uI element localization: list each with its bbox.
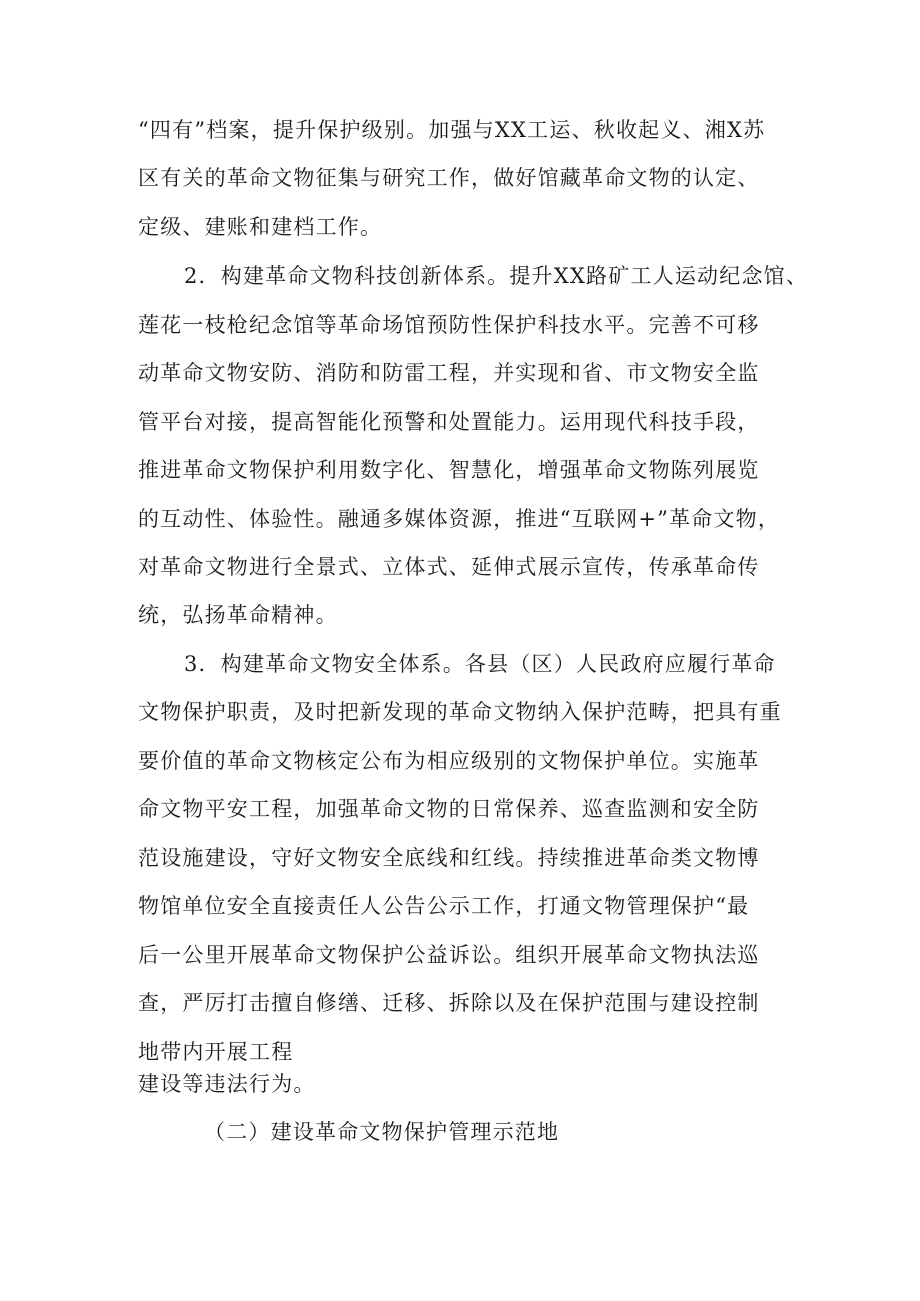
paragraph-line: 建设等违法行为。 [138,1072,316,1096]
paragraph-line: “四有”档案，提升保护级别。加强与XX工运、秋收起义、湘X苏 [138,118,766,142]
paragraph-line: 区有关的革命文物征集与研究工作，做好馆藏革命文物的认定、 [138,166,760,190]
paragraph-line: 的互动性、体验性。融通多媒体资源，推进“互联网+”革命文物， [138,507,781,531]
paragraph-line: 查，严厉打击擅自修缮、迁移、拆除以及在保护范围与建设控制 [138,991,760,1015]
paragraph-line: 范设施建设，守好文物安全底线和红线。持续推进革命类文物博 [138,846,760,870]
paragraph-line: 对革命文物进行全景式、立体式、延伸式展示宣传，传承革命传 [138,555,760,579]
paragraph-line: 要价值的革命文物核定公布为相应级别的文物保护单位。实施革 [138,749,760,773]
paragraph-line: 命文物平安工程，加强革命文物的日常保养、巡查监测和安全防 [138,797,760,821]
section-heading: （二）建设革命文物保护管理示范地 [204,1120,560,1144]
paragraph-line: 管平台对接，提高智能化预警和处置能力。运用现代科技手段， [138,410,760,434]
paragraph-line: 统，弘扬革命精神。 [138,603,338,627]
paragraph-line: 推进革命文物保护利用数字化、智慧化，增强革命文物陈列展览 [138,458,760,482]
section-3-first-line: 3．构建革命文物安全体系。各县（区）人民政府应履行革命 [184,652,776,676]
paragraph-line: 文物保护职责，及时把新发现的革命文物纳入保护范畴，把具有重 [138,700,782,724]
paragraph-line: 物馆单位安全直接责任人公告公示工作，打通文物管理保护“最 [138,894,750,918]
paragraph-line: 地带内开展工程 [138,1040,294,1064]
paragraph-line: 动革命文物安防、消防和防雷工程，并实现和省、市文物安全监 [138,361,760,385]
paragraph-line: 莲花一枝枪纪念馆等革命场馆预防性保护科技水平。完善不可移 [138,313,760,337]
paragraph-line: 后一公里开展革命文物保护公益诉讼。组织开展革命文物执法巡 [138,943,760,967]
paragraph-line: 定级、建账和建档工作。 [138,215,383,239]
section-2-first-line: 2．构建革命文物科技创新体系。提升XX路矿工人运动纪念馆、 [184,264,809,288]
